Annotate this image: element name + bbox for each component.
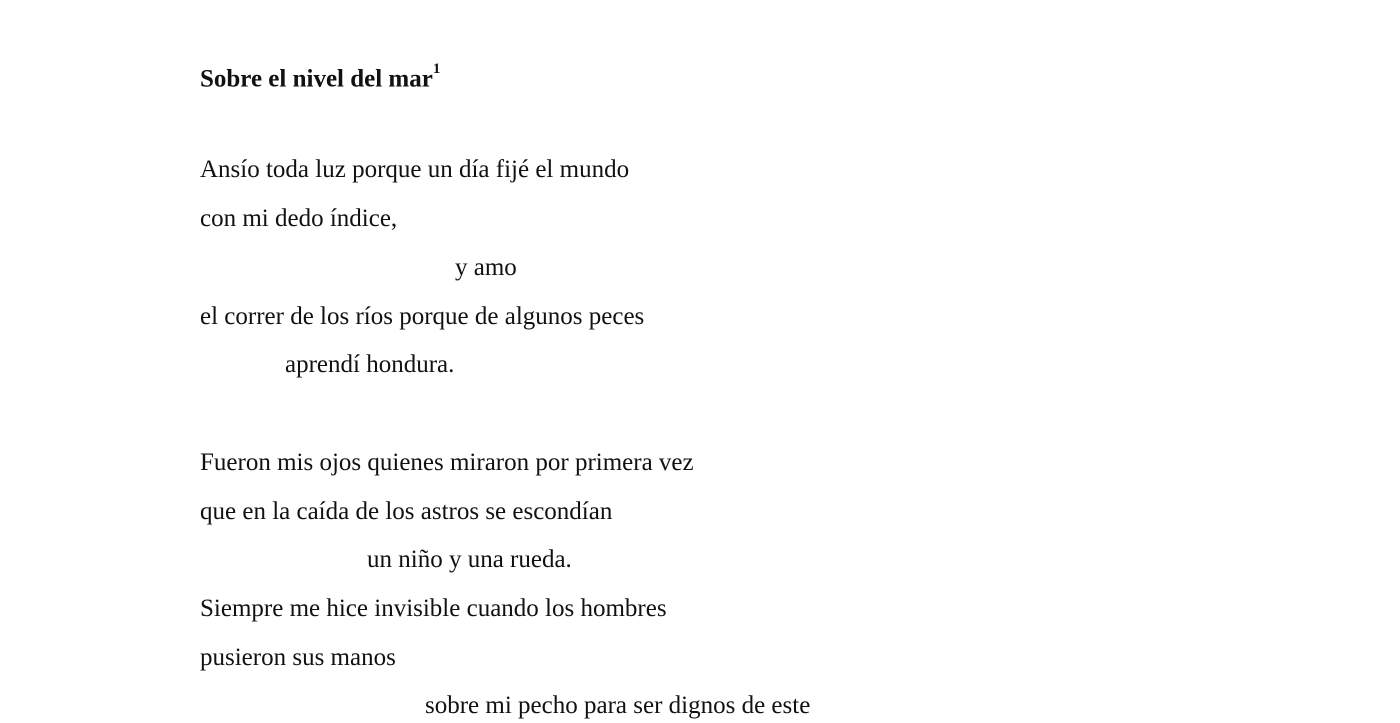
poem-title	[200, 55, 440, 97]
poem-line: sobre mi pecho para ser dignos de este	[425, 692, 811, 719]
poem-line: y amo	[455, 254, 517, 281]
poem-line: pusieron sus manos	[200, 644, 396, 671]
poem-line: aprendí hondura.	[285, 351, 455, 378]
poem-line: un niño y una rueda.	[367, 546, 572, 573]
poem-line: que en la caída de los astros se escondían	[200, 498, 613, 525]
poem-line: con mi dedo índice,	[200, 205, 398, 232]
poem-line: Siempre me hice invisible cuando los hombres	[200, 595, 667, 622]
poem-line: el correr de los ríos porque de algunos peces	[200, 303, 645, 330]
poem-line: Ansío toda luz porque un día fijé el mundo	[200, 156, 630, 183]
footnote-marker[interactable]: 1	[432, 61, 441, 77]
poem-line: Fueron mis ojos quienes miraron por primera vez	[200, 449, 694, 476]
poem-title-text: Sobre el nivel del mar	[200, 65, 433, 93]
